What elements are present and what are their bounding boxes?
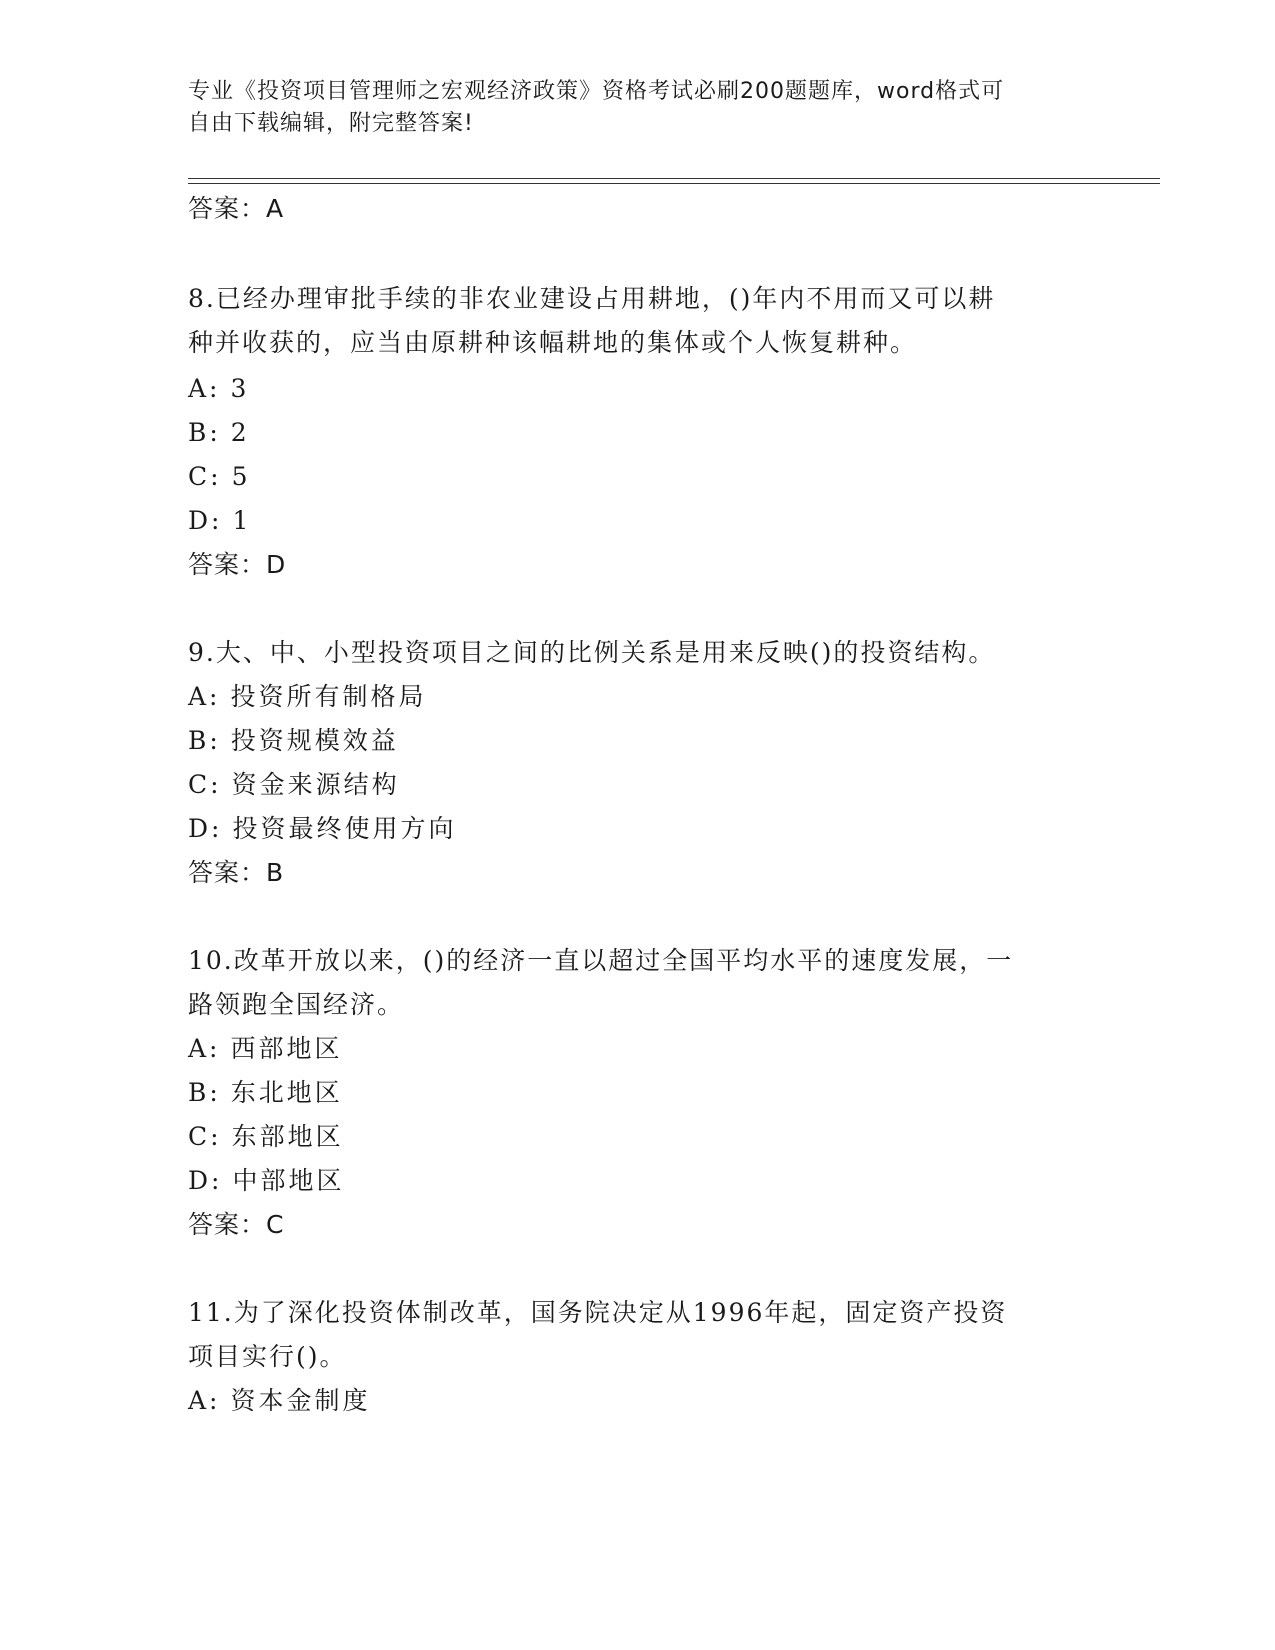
header-line-2: 自由下载编辑，附完整答案!	[188, 111, 474, 136]
question-8-line-1: 8.已经办理审批手续的非农业建设占用耕地，()年内不用而又可以耕	[188, 284, 996, 313]
question-10-line-1: 10.改革开放以来，()的经济一直以超过全国平均水平的速度发展，一	[188, 946, 1014, 975]
question-8-option-b: B: 2	[188, 418, 250, 447]
question-10-option-a: A: 西部地区	[188, 1034, 343, 1063]
question-10-line-2: 路领跑全国经济。	[188, 990, 405, 1019]
header-divider-top	[188, 178, 1160, 179]
question-9-answer: 答案：B	[188, 858, 285, 887]
question-10-option-c: C: 东部地区	[188, 1122, 344, 1151]
question-10-answer: 答案：C	[188, 1210, 285, 1239]
question-11-option-a: A: 资本金制度	[188, 1386, 371, 1415]
answer-previous: 答案：A	[188, 194, 285, 223]
question-8-option-a: A: 3	[188, 374, 250, 403]
question-8-line-2: 种并收获的，应当由原耕种该幅耕地的集体或个人恢复耕种。	[188, 328, 918, 357]
question-9-line-1: 9.大、中、小型投资项目之间的比例关系是用来反映()的投资结构。	[188, 638, 996, 667]
question-9-option-d: D: 投资最终使用方向	[188, 814, 457, 843]
question-11-line-2: 项目实行()。	[188, 1342, 347, 1371]
question-8-option-c: C: 5	[188, 462, 251, 491]
document-header	[188, 76, 1088, 140]
question-10-option-b: B: 东北地区	[188, 1078, 343, 1107]
header-line-1: 专业《投资项目管理师之宏观经济政策》资格考试必刷200题题库，word格式可	[188, 79, 1005, 104]
question-9-option-c: C: 资金来源结构	[188, 770, 400, 799]
question-8-option-d: D: 1	[188, 506, 252, 535]
header-divider-bottom	[188, 183, 1160, 184]
question-11-line-1: 11.为了深化投资体制改革，国务院决定从1996年起，固定资产投资	[188, 1298, 1008, 1327]
question-8-answer: 答案：D	[188, 550, 287, 579]
question-9-option-a: A: 投资所有制格局	[188, 682, 427, 711]
question-9-option-b: B: 投资规模效益	[188, 726, 399, 755]
question-10-option-d: D: 中部地区	[188, 1166, 345, 1195]
